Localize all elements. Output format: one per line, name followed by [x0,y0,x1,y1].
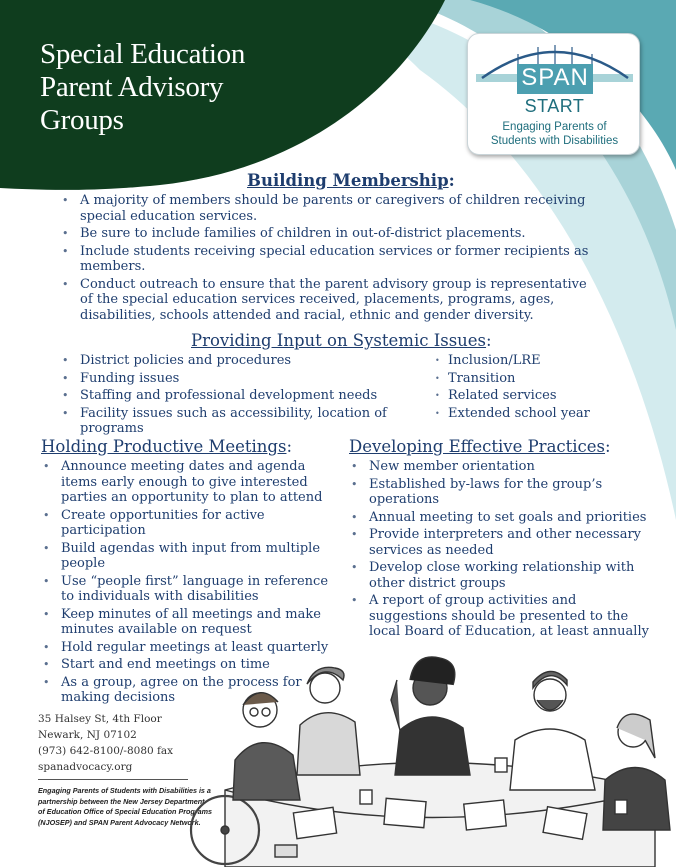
heading-text: Developing Effective Practices [349,437,606,456]
logo-span-word: SPAN [521,64,589,91]
systemic-issues-heading [191,331,492,350]
contact-address [38,711,198,775]
heading-suffix: : [286,437,293,456]
list-item: • Annual meeting to set goals and priorities [349,510,649,526]
list-item: • Use “people first” language in reference to individuals with disabilities [41,574,341,605]
list-item: • Create opportunities for active participation [41,508,341,539]
systemic-issues-right-list [434,353,634,423]
list-item: • New member orientation [349,459,649,475]
list-item: • Start and end meetings on time [41,657,341,673]
list-item: • Keep minutes of all meetings and make minutes available on request [41,607,341,638]
list-item: • As a group, agree on the process for making decisions [41,675,341,706]
span-start-logo [467,33,640,155]
page-title [40,38,340,137]
list-item: • Conduct outreach to ensure that the parent advisory group is representative of the special education services received, placements, programs, ages, disabilities, schools attended and racial, ethnic and gender diversity. [60,277,600,324]
effective-practices-heading [349,437,611,456]
list-item: • Related services [434,388,634,404]
list-item: • Transition [434,371,634,387]
list-item: • Include students receiving special education services or former recipients as members. [60,244,600,275]
list-item: • Extended school year [434,406,634,422]
systemic-issues-left-list [60,353,440,439]
heading-suffix: : [448,171,455,190]
list-item: • Provide interpreters and other necessary services as needed [349,527,649,558]
footer-divider [38,779,188,780]
heading-text: Providing Input on Systemic Issues [191,331,487,350]
logo-tagline-line: Students with Disabilities [490,135,619,147]
list-item: • A majority of members should be parents or caregivers of children receiving special education services. [60,193,600,224]
logo-tagline [468,120,641,148]
list-item: • Build agendas with input from multiple people [41,541,341,572]
address-line: 35 Halsey St, 4th Floor [38,713,162,725]
website-link[interactable]: spanadvocacy.org [38,761,133,773]
list-item: • Facility issues such as accessibility, location of programs [60,406,440,437]
productive-meetings-heading [41,437,292,456]
effective-practices-list [349,459,649,642]
list-item: • Hold regular meetings at least quarterly [41,640,341,656]
heading-text: Building Membership [247,171,449,190]
title-line: Special Education [40,38,246,70]
phone-line: (973) 642-8100/-8080 fax [38,745,174,757]
list-item: • Funding issues [60,371,440,387]
list-item: • Be sure to include families of children in out-of-district placements. [60,226,600,242]
title-line: Parent Advisory [40,71,224,103]
logo-start-word: START [524,96,585,116]
title-line: Groups [40,104,124,136]
logo-tagline-line: Engaging Parents of [502,121,607,133]
heading-suffix: : [486,331,492,350]
list-item: • Announce meeting dates and agenda items early enough to give interested parties an opportunity to plan to attend [41,459,341,506]
heading-suffix: : [605,437,611,456]
heading-text: Holding Productive Meetings [41,437,287,456]
list-item: • Staffing and professional development needs [60,388,440,404]
list-item: • Develop close working relationship with other district groups [349,560,649,591]
list-item: • Inclusion/LRE [434,353,634,369]
building-membership-heading [247,171,455,190]
list-item: • District policies and procedures [60,353,440,369]
meeting-illustration [185,640,676,867]
address-line: Newark, NJ 07102 [38,729,137,741]
list-item: • A report of group activities and suggestions should be presented to the local Board of Education, at least annually [349,593,649,640]
list-item: • Established by-laws for the group’s operations [349,477,649,508]
partnership-statement: Engaging Parents of Students with Disabilities is a partnership between the New Jersey Department of Education Office of Special Education Programs (NJOSEP) and SPAN Parent Advocacy Network. [38,786,212,827]
building-membership-list [60,193,600,325]
